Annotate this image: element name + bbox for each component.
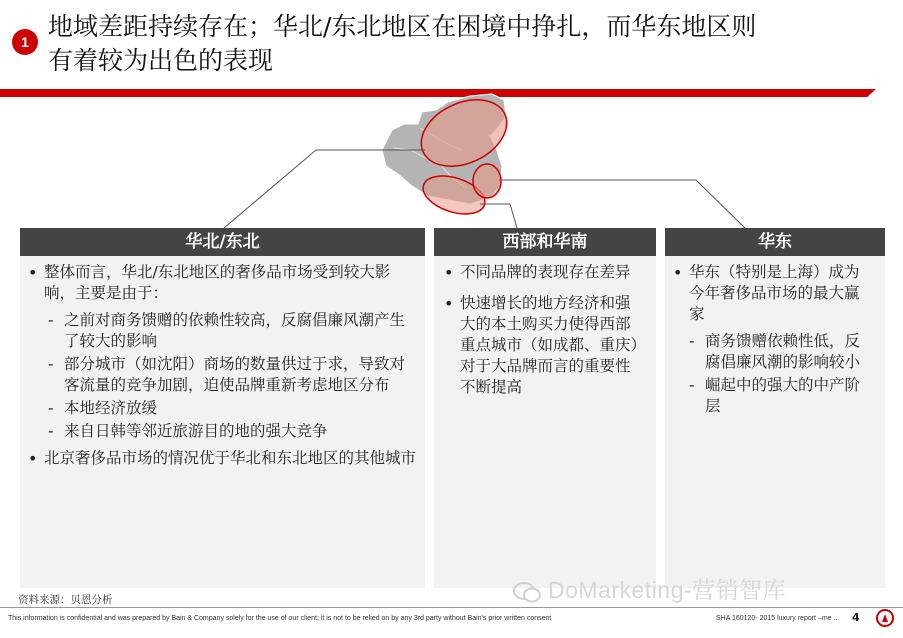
column-west-south xyxy=(434,228,656,588)
sub-bullet-item: - 崛起中的强大的中产阶层 xyxy=(673,375,873,417)
footer-divider xyxy=(0,607,903,608)
bullet-item: • 快速增长的地方经济和强大的本土购买力使得西部重点城市（如成都、重庆）对于大品牌而言的重要性不断提高 xyxy=(444,293,644,398)
column-heading-west-south: 西部和华南 xyxy=(434,228,656,256)
bullet-item: • 华东（特别是上海）成为今年奢侈品市场的最大赢家 xyxy=(673,262,873,325)
watermark-text: DoMarketing-营销智库 xyxy=(548,577,787,603)
column-north-northeast xyxy=(20,228,425,588)
connector-east xyxy=(499,180,745,228)
source-note: 资料来源：贝恩分析 xyxy=(18,594,113,606)
watermark xyxy=(512,572,786,605)
sub-bullet-item: - 之前对商务馈赠的依赖性较高，反腐倡廉风潮产生了较大的影响 xyxy=(28,310,417,352)
region-highlight-east xyxy=(473,164,501,198)
column-heading-north-northeast: 华北/东北 xyxy=(20,228,425,256)
page-title-line-2: 有着较为出色的表现 xyxy=(48,46,274,75)
column-east xyxy=(665,228,885,588)
bain-logo-icon xyxy=(876,609,894,627)
section-number-badge: 1 xyxy=(12,29,38,55)
sub-bullet-item: - 本地经济放缓 xyxy=(28,398,417,419)
china-map-graphic xyxy=(0,0,903,240)
page-title-line-1: 地域差距持续存在；华北/东北地区在困境中挣扎，而华东地区则 xyxy=(48,12,757,41)
bullet-item: • 不同品牌的表现存在差异 xyxy=(444,262,644,283)
chat-bubble-icon xyxy=(512,581,542,603)
footer-doc-reference: SHA 160120- 2015 luxury report –me ... xyxy=(716,615,840,622)
bullet-item: • 北京奢侈品市场的情况优于华北和东北地区的其他城市 xyxy=(28,448,417,469)
connector-west-south xyxy=(480,204,517,228)
sub-bullet-item: - 部分城市（如沈阳）商场的数量供过于求，导致对客流量的竞争加剧，迫使品牌重新考虑地区分布 xyxy=(28,354,417,396)
footer-disclaimer: This information is confidential and was prepared by Bain & Company solely for the use of our client; it is not to be relied on by any 3rd party without Bain's prior written consent xyxy=(8,615,552,622)
column-heading-east: 华东 xyxy=(665,228,885,256)
sub-bullet-item: - 来自日韩等邻近旅游目的地的强大竞争 xyxy=(28,421,417,442)
bullet-item: • 整体而言，华北/东北地区的奢侈品市场受到较大影响，主要是由于： xyxy=(28,262,417,304)
page-number: 4 xyxy=(852,611,860,624)
sub-bullet-item: - 商务馈赠依赖性低，反腐倡廉风潮的影响较小 xyxy=(673,331,873,373)
